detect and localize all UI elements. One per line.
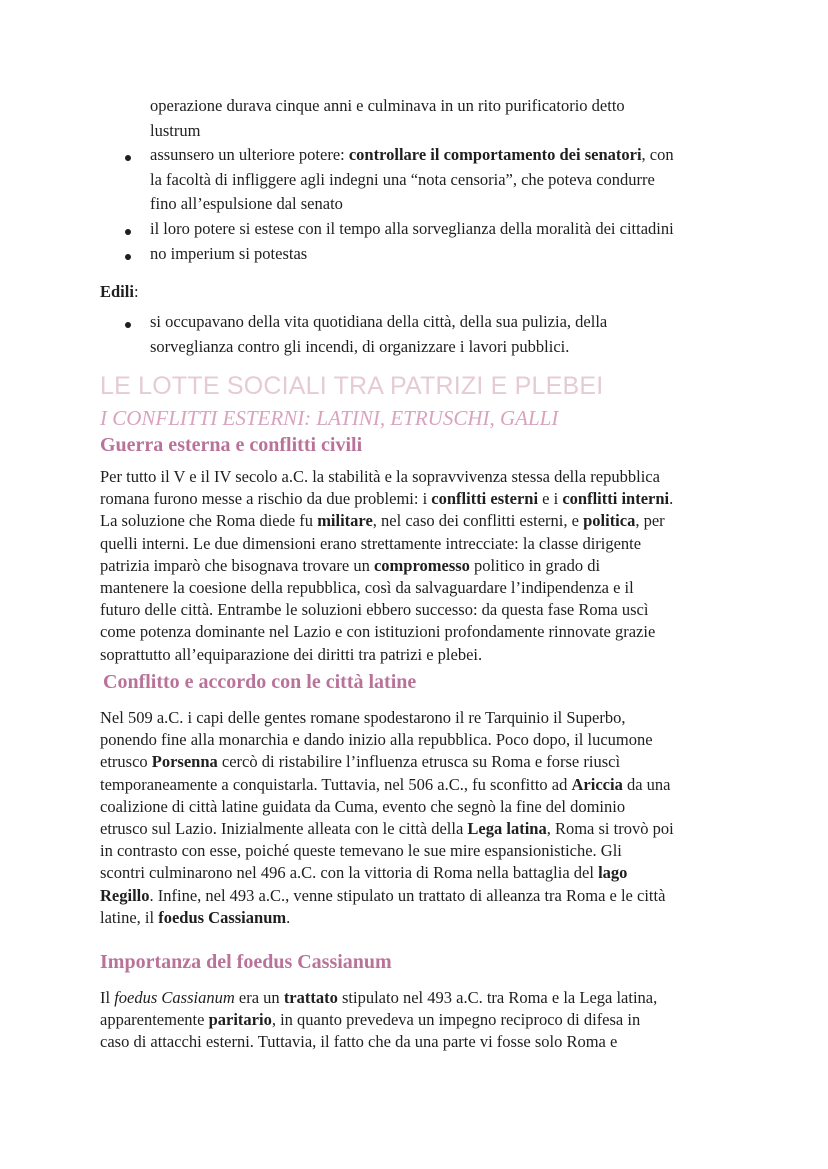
bold-text: Ariccia (571, 774, 623, 794)
paragraph-line (100, 752, 620, 772)
text-run: no imperium si potestas (150, 243, 308, 263)
bold-text: militare (317, 511, 373, 531)
paragraph-line (100, 556, 600, 576)
text-run: futuro delle città. Entrambe le soluzioni ebbero successo: da questa fase Roma uscì (100, 600, 649, 620)
text-run: da una (622, 774, 671, 794)
bold-text: conflitti esterni (431, 489, 539, 509)
text-run: etrusco sul Lazio. Inizialmente alleata con le città della (100, 819, 468, 838)
paragraph-line (100, 819, 674, 839)
text-run: la facoltà di infliggere agli indegni una “nota censoria”, che poteva condurre (150, 169, 655, 189)
bold-text: Regillo (100, 885, 150, 905)
list-item-line (150, 244, 307, 264)
subsection-title: I CONFLITTI ESTERNI: LATINI, ETRUSCHI, GALLI (100, 406, 559, 430)
list-item-line (150, 337, 569, 357)
list-item-line (150, 194, 343, 214)
text-run: cercò di ristabilire l’influenza etrusca su Roma e forse riuscì (217, 752, 621, 772)
heading-citta-latine: Conflitto e accordo con le città latine (103, 671, 417, 693)
text-run: : (133, 282, 139, 301)
text-run: scontri culminarono nel 496 a.C. con la vittoria di Roma nella battaglia del (100, 863, 599, 883)
paragraph-line (100, 797, 625, 817)
paragraph-line (100, 622, 655, 642)
text-run: apparentemente (100, 1010, 209, 1030)
text-run: quelli interni. Le due dimensioni erano strettamente intrecciate: la classe dirigente (100, 533, 642, 553)
text-run: fino all’espulsione dal senato (150, 194, 343, 214)
list-item-line (150, 145, 674, 165)
bullet-icon (125, 229, 131, 235)
text-run: , con (641, 145, 674, 165)
paragraph-line (100, 863, 627, 883)
paragraph-line (100, 841, 622, 861)
text-run: , Roma si trovò poi (546, 819, 674, 838)
italic-text: foedus Cassianum (114, 988, 235, 1007)
text-run: Il (100, 988, 115, 1007)
list-item-line (150, 219, 674, 239)
bold-text: compromesso (373, 555, 470, 575)
paragraph-line (100, 886, 665, 906)
text-run: mantenere la coesione della repubblica, così da salvaguardare l’indipendenza e il (100, 578, 634, 597)
text-run: patrizia imparò che bisognava trovare un (100, 555, 374, 575)
text-run: e i (538, 489, 563, 509)
text-run: sorveglianza contro gli incendi, di organizzare i lavori pubblici. (150, 336, 570, 356)
paragraph-line (100, 600, 648, 620)
text-run: Nel 509 a.C. i capi delle gentes romane spodestarono il re Tarquinio il Superbo, (100, 708, 626, 727)
list-item-continuation-line (150, 96, 625, 116)
paragraph-line (100, 775, 670, 795)
text-run: stipulato nel 493 a.C. tra Roma e la Lega latina, (337, 988, 658, 1007)
text-run: Per tutto il V e il IV secolo a.C. la stabilità e la sopravvivenza stessa della repubblica (100, 467, 660, 486)
list-item-line (150, 170, 655, 190)
paragraph-line (100, 534, 641, 554)
bold-text: Lega latina (467, 819, 547, 838)
text-run: soprattutto all’equiparazione dei diritti tra patrizi e plebei. (100, 644, 483, 664)
bold-text: Edili (100, 282, 134, 301)
bold-text: conflitti interni (562, 489, 670, 509)
bold-text: politica (583, 511, 636, 531)
paragraph-line (100, 1010, 640, 1030)
text-run: politico in grado di (469, 555, 601, 575)
text-run: caso di attacchi esterni. Tuttavia, il fatto che da una parte vi fosse solo Roma e (100, 1032, 618, 1052)
bullet-icon (125, 322, 131, 328)
heading-foedus-cassianum: Importanza del foedus Cassianum (100, 951, 392, 973)
text-run: ponendo fine alla monarchia e dando inizio alla repubblica. Poco dopo, il lucumone (100, 730, 653, 750)
text-run: coalizione di città latine guidata da Cuma, evento che segnò la fine del dominio (100, 796, 626, 816)
paragraph-line (100, 708, 626, 728)
text-run: etrusco (100, 752, 152, 772)
text-run: , in quanto prevedeva un impegno reciproco di difesa in (271, 1010, 641, 1030)
text-run: La soluzione che Roma diede fu (100, 511, 318, 531)
text-run: in contrasto con esse, poiché queste temevano le sue mire espansionistiche. Gli (100, 841, 622, 861)
text-run: , per (635, 511, 665, 531)
text-run: si occupavano della vita quotidiana della città, della sua pulizia, della (150, 312, 608, 331)
bold-text: Porsenna (151, 752, 218, 772)
edili-label (100, 282, 139, 302)
paragraph-line (100, 578, 634, 598)
bold-text: foedus Cassianum (158, 907, 287, 927)
bullet-icon (125, 254, 131, 260)
paragraph-line (100, 1032, 617, 1052)
paragraph-line (100, 467, 660, 487)
text-run: come potenza dominante nel Lazio e con istituzioni profondamente rinnovate grazie (100, 622, 656, 642)
text-run: assunsero un ulteriore potere: (150, 145, 349, 165)
text-run: lustrum (150, 120, 201, 140)
text-run: . (669, 489, 674, 509)
text-run: , nel caso dei conflitti esterni, e (372, 511, 584, 531)
list-item-continuation-line (150, 121, 200, 141)
list-item-line (150, 312, 607, 332)
text-run: era un (234, 988, 284, 1007)
text-run: il loro potere si estese con il tempo alla sorveglianza della moralità dei cittadini (150, 219, 674, 238)
bold-text: controllare il comportamento dei senatori (348, 145, 642, 165)
paragraph-line (100, 489, 673, 509)
text-run: . (286, 907, 291, 927)
text-run: operazione durava cinque anni e culminava in un rito purificatorio detto (150, 96, 625, 115)
bullet-icon (125, 155, 131, 161)
bold-text: trattato (283, 988, 338, 1007)
bold-text: paritario (208, 1010, 272, 1030)
section-title: LE LOTTE SOCIALI TRA PATRIZI E PLEBEI (100, 372, 604, 400)
text-run: romana furono messe a rischio da due problemi: i (100, 489, 432, 509)
paragraph-line (100, 730, 653, 750)
text-run: . Infine, nel 493 a.C., venne stipulato un trattato di alleanza tra Roma e le città (149, 885, 666, 905)
paragraph-line (100, 988, 657, 1008)
bold-text: lago (598, 863, 628, 883)
text-run: temporaneamente a conquistarla. Tuttavia, nel 506 a.C., fu sconfitto ad (100, 774, 572, 794)
paragraph-line (100, 645, 482, 665)
text-run: latine, il (100, 907, 159, 927)
heading-guerra-esterna: Guerra esterna e conflitti civili (100, 434, 363, 456)
paragraph-line (100, 908, 290, 928)
paragraph-line (100, 511, 665, 531)
